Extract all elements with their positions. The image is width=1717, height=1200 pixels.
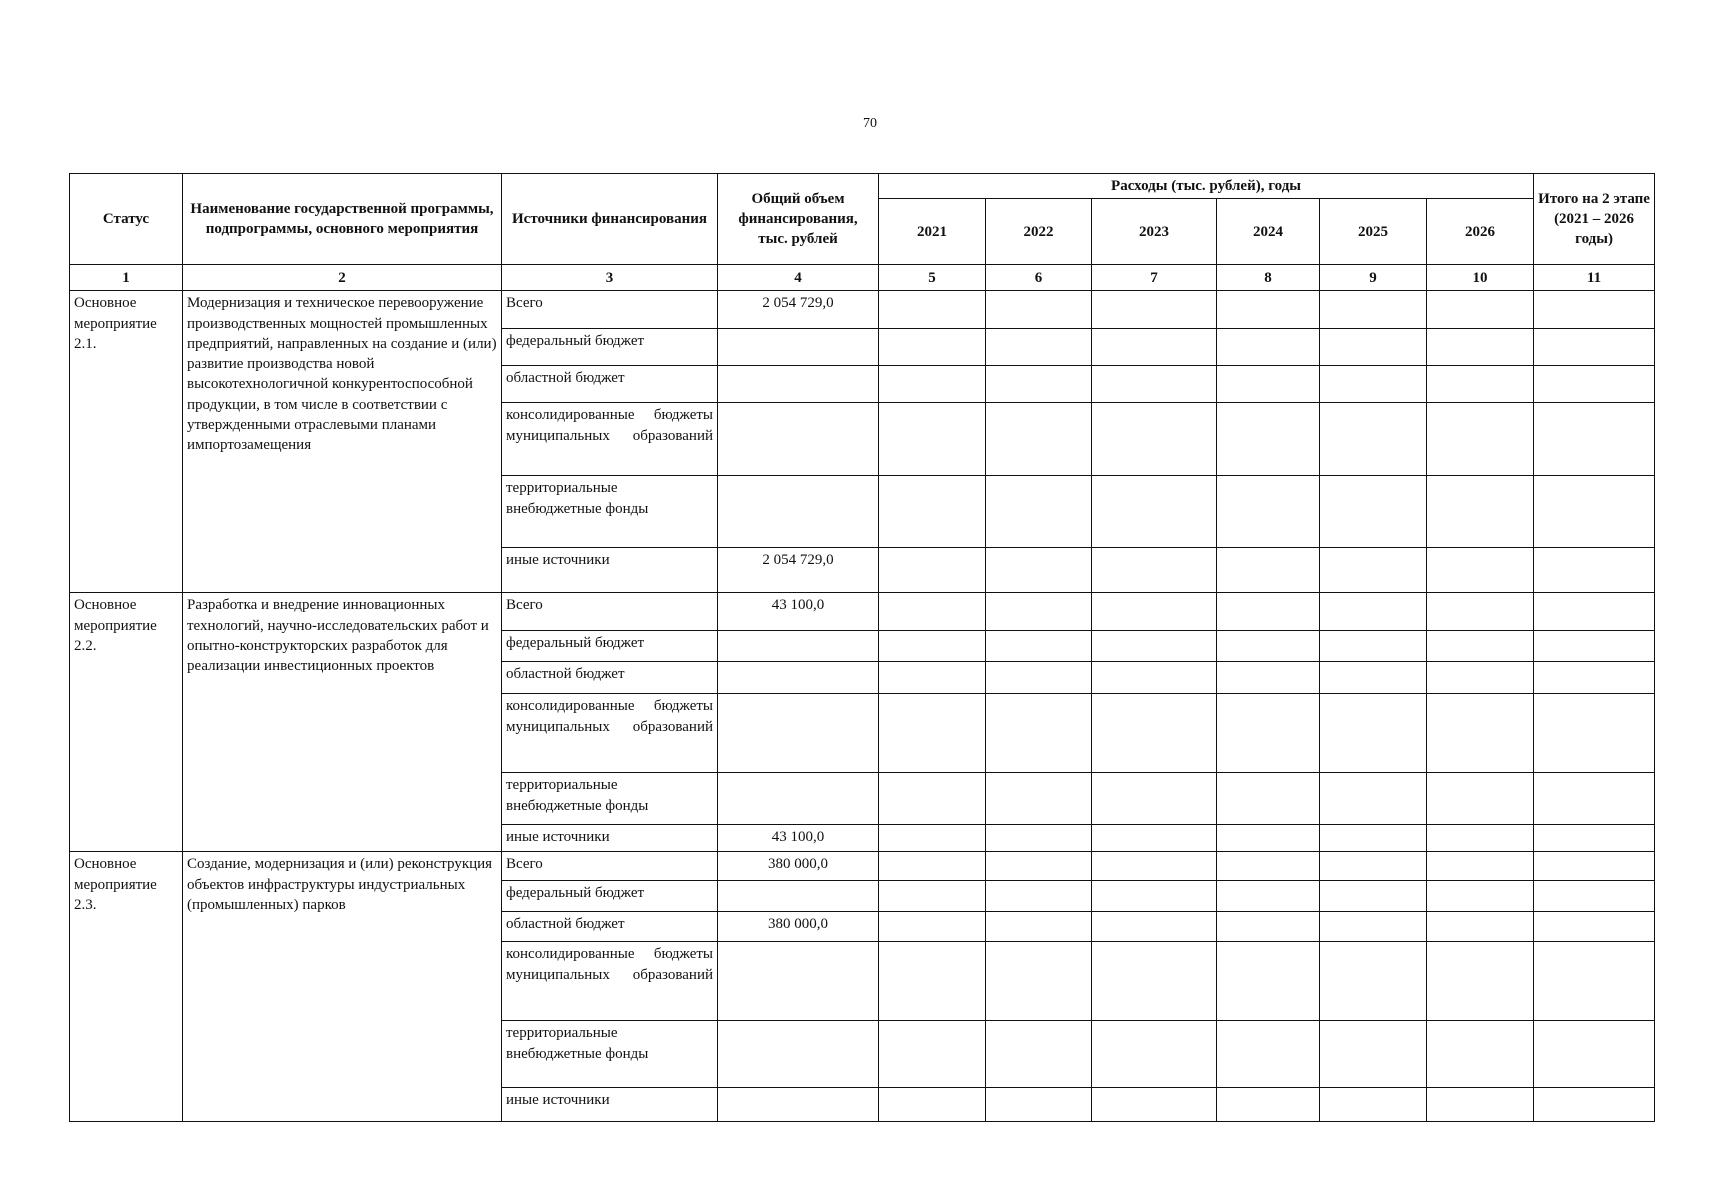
header-year: 2026 bbox=[1427, 199, 1534, 265]
header-status: Статус bbox=[70, 174, 183, 265]
total-volume: 380 000,0 bbox=[718, 852, 879, 881]
header-name: Наименование государственной программы, подпрограммы, основного мероприятия bbox=[183, 174, 502, 265]
year-expense-cell bbox=[1320, 366, 1427, 403]
year-expense-cell bbox=[986, 852, 1092, 881]
year-expense-cell bbox=[1217, 1088, 1320, 1122]
header-expenses: Расходы (тыс. рублей), годы bbox=[879, 174, 1534, 199]
funding-source: федеральный бюджет bbox=[502, 881, 718, 912]
year-expense-cell bbox=[879, 548, 986, 593]
year-expense-cell bbox=[879, 476, 986, 548]
year-expense-cell bbox=[1217, 329, 1320, 366]
year-expense-cell bbox=[1320, 825, 1427, 852]
year-expense-cell bbox=[1320, 476, 1427, 548]
year-expense-cell bbox=[1092, 662, 1217, 694]
total-volume bbox=[718, 694, 879, 773]
year-expense-cell bbox=[1092, 329, 1217, 366]
year-expense-cell bbox=[1320, 291, 1427, 329]
year-expense-cell bbox=[1427, 825, 1534, 852]
stage-total-cell bbox=[1534, 942, 1655, 1021]
column-number: 7 bbox=[1092, 265, 1217, 291]
page-number: 70 bbox=[863, 116, 877, 131]
year-expense-cell bbox=[1092, 694, 1217, 773]
total-volume: 43 100,0 bbox=[718, 593, 879, 631]
year-expense-cell bbox=[986, 476, 1092, 548]
total-volume: 2 054 729,0 bbox=[718, 291, 879, 329]
year-expense-cell bbox=[879, 852, 986, 881]
total-volume bbox=[718, 773, 879, 825]
total-volume: 380 000,0 bbox=[718, 912, 879, 942]
measure-status: Основное мероприятие 2.1. bbox=[70, 291, 183, 593]
stage-total-cell bbox=[1534, 366, 1655, 403]
year-expense-cell bbox=[986, 366, 1092, 403]
header-year: 2023 bbox=[1092, 199, 1217, 265]
year-expense-cell bbox=[986, 825, 1092, 852]
year-expense-cell bbox=[986, 329, 1092, 366]
column-number: 2 bbox=[183, 265, 502, 291]
stage-total-cell bbox=[1534, 912, 1655, 942]
funding-source: иные источники bbox=[502, 1088, 718, 1122]
year-expense-cell bbox=[1427, 912, 1534, 942]
header-stage-total: Итого на 2 этапе (2021 – 2026 годы) bbox=[1534, 174, 1655, 265]
total-volume bbox=[718, 631, 879, 662]
measure-status: Основное мероприятие 2.2. bbox=[70, 593, 183, 852]
year-expense-cell bbox=[1320, 881, 1427, 912]
year-expense-cell bbox=[1217, 912, 1320, 942]
stage-total-cell bbox=[1534, 662, 1655, 694]
column-number: 1 bbox=[70, 265, 183, 291]
header-sources: Источники финансирования bbox=[502, 174, 718, 265]
year-expense-cell bbox=[1217, 825, 1320, 852]
stage-total-cell bbox=[1534, 631, 1655, 662]
header-year: 2022 bbox=[986, 199, 1092, 265]
year-expense-cell bbox=[1320, 329, 1427, 366]
table-body bbox=[70, 265, 1655, 1122]
year-expense-cell bbox=[986, 912, 1092, 942]
year-expense-cell bbox=[1427, 329, 1534, 366]
year-expense-cell bbox=[879, 825, 986, 852]
year-expense-cell bbox=[1427, 476, 1534, 548]
stage-total-cell bbox=[1534, 403, 1655, 476]
total-volume bbox=[718, 662, 879, 694]
year-expense-cell bbox=[1427, 773, 1534, 825]
funding-source: территориальные внебюджетные фонды bbox=[502, 773, 718, 825]
stage-total-cell bbox=[1534, 694, 1655, 773]
funding-source: иные источники bbox=[502, 548, 718, 593]
year-expense-cell bbox=[1092, 593, 1217, 631]
year-expense-cell bbox=[1217, 476, 1320, 548]
year-expense-cell bbox=[986, 291, 1092, 329]
year-expense-cell bbox=[1427, 403, 1534, 476]
year-expense-cell bbox=[1217, 881, 1320, 912]
stage-total-cell bbox=[1534, 1021, 1655, 1088]
year-expense-cell bbox=[1217, 1021, 1320, 1088]
year-expense-cell bbox=[879, 1088, 986, 1122]
year-expense-cell bbox=[1217, 366, 1320, 403]
funding-source: Всего bbox=[502, 852, 718, 881]
year-expense-cell bbox=[986, 773, 1092, 825]
year-expense-cell bbox=[986, 403, 1092, 476]
year-expense-cell bbox=[1092, 912, 1217, 942]
year-expense-cell bbox=[1320, 912, 1427, 942]
stage-total-cell bbox=[1534, 825, 1655, 852]
table-row bbox=[70, 852, 1655, 881]
column-number: 10 bbox=[1427, 265, 1534, 291]
year-expense-cell bbox=[1092, 852, 1217, 881]
stage-total-cell bbox=[1534, 881, 1655, 912]
year-expense-cell bbox=[1427, 593, 1534, 631]
measure-status: Основное мероприятие 2.3. bbox=[70, 852, 183, 1122]
year-expense-cell bbox=[1427, 662, 1534, 694]
total-volume bbox=[718, 476, 879, 548]
year-expense-cell bbox=[1092, 1021, 1217, 1088]
measure-name: Создание, модернизация и (или) реконструкция объектов инфраструктуры индустриальных (промышленных) парков bbox=[183, 852, 502, 1122]
year-expense-cell bbox=[1320, 1021, 1427, 1088]
column-number: 11 bbox=[1534, 265, 1655, 291]
year-expense-cell bbox=[1217, 548, 1320, 593]
year-expense-cell bbox=[1320, 631, 1427, 662]
year-expense-cell bbox=[1092, 403, 1217, 476]
year-expense-cell bbox=[1427, 1021, 1534, 1088]
year-expense-cell bbox=[879, 694, 986, 773]
year-expense-cell bbox=[1427, 1088, 1534, 1122]
stage-total-cell bbox=[1534, 773, 1655, 825]
year-expense-cell bbox=[1092, 631, 1217, 662]
column-number: 4 bbox=[718, 265, 879, 291]
total-volume bbox=[718, 366, 879, 403]
stage-total-cell bbox=[1534, 291, 1655, 329]
year-expense-cell bbox=[1427, 942, 1534, 1021]
year-expense-cell bbox=[1320, 662, 1427, 694]
column-number: 5 bbox=[879, 265, 986, 291]
measure-name: Разработка и внедрение инновационных технологий, научно-исследовательских работ и опытно-конструкторских разработок для реализации инвестиционных проектов bbox=[183, 593, 502, 852]
year-expense-cell bbox=[1320, 942, 1427, 1021]
column-number: 3 bbox=[502, 265, 718, 291]
header-total-volume: Общий объем финансирования, тыс. рублей bbox=[718, 174, 879, 265]
year-expense-cell bbox=[1320, 548, 1427, 593]
year-expense-cell bbox=[879, 881, 986, 912]
total-volume bbox=[718, 1088, 879, 1122]
total-volume bbox=[718, 942, 879, 1021]
funding-source: федеральный бюджет bbox=[502, 329, 718, 366]
stage-total-cell bbox=[1534, 593, 1655, 631]
year-expense-cell bbox=[1320, 852, 1427, 881]
stage-total-cell bbox=[1534, 852, 1655, 881]
year-expense-cell bbox=[986, 1021, 1092, 1088]
year-expense-cell bbox=[879, 662, 986, 694]
header-year: 2024 bbox=[1217, 199, 1320, 265]
year-expense-cell bbox=[1427, 694, 1534, 773]
year-expense-cell bbox=[879, 329, 986, 366]
table-row bbox=[70, 291, 1655, 329]
year-expense-cell bbox=[1320, 1088, 1427, 1122]
year-expense-cell bbox=[1217, 291, 1320, 329]
year-expense-cell bbox=[879, 593, 986, 631]
year-expense-cell bbox=[1217, 852, 1320, 881]
funding-source: территориальные внебюджетные фонды bbox=[502, 1021, 718, 1088]
year-expense-cell bbox=[1217, 403, 1320, 476]
year-expense-cell bbox=[1092, 366, 1217, 403]
year-expense-cell bbox=[1320, 773, 1427, 825]
year-expense-cell bbox=[1092, 291, 1217, 329]
year-expense-cell bbox=[986, 694, 1092, 773]
header-year: 2025 bbox=[1320, 199, 1427, 265]
year-expense-cell bbox=[1092, 1088, 1217, 1122]
year-expense-cell bbox=[879, 631, 986, 662]
year-expense-cell bbox=[1427, 291, 1534, 329]
column-number: 9 bbox=[1320, 265, 1427, 291]
funding-source: областной бюджет bbox=[502, 366, 718, 403]
year-expense-cell bbox=[986, 662, 1092, 694]
year-expense-cell bbox=[879, 403, 986, 476]
total-volume bbox=[718, 1021, 879, 1088]
year-expense-cell bbox=[879, 1021, 986, 1088]
stage-total-cell bbox=[1534, 329, 1655, 366]
year-expense-cell bbox=[1092, 825, 1217, 852]
total-volume bbox=[718, 881, 879, 912]
year-expense-cell bbox=[986, 942, 1092, 1021]
funding-source: территориальные внебюджетные фонды bbox=[502, 476, 718, 548]
year-expense-cell bbox=[1217, 593, 1320, 631]
year-expense-cell bbox=[1320, 403, 1427, 476]
header-year: 2021 bbox=[879, 199, 986, 265]
funding-source: консолидированные бюджеты муниципальных образований bbox=[502, 694, 718, 773]
year-expense-cell bbox=[986, 548, 1092, 593]
year-expense-cell bbox=[1217, 662, 1320, 694]
year-expense-cell bbox=[1427, 366, 1534, 403]
total-volume bbox=[718, 329, 879, 366]
stage-total-cell bbox=[1534, 476, 1655, 548]
year-expense-cell bbox=[1217, 942, 1320, 1021]
year-expense-cell bbox=[1427, 881, 1534, 912]
year-expense-cell bbox=[1092, 881, 1217, 912]
year-expense-cell bbox=[1320, 694, 1427, 773]
measure-name: Модернизация и техническое перевооружение производственных мощностей промышленных предприятий, направленных на создание и (или) развитие производства новой высокотехнологичной конкурентоспособной продукции, в том числе в соответствии с утвержденными отраслевыми планами импортозамещения bbox=[183, 291, 502, 593]
year-expense-cell bbox=[1427, 631, 1534, 662]
year-expense-cell bbox=[1092, 942, 1217, 1021]
year-expense-cell bbox=[1217, 631, 1320, 662]
year-expense-cell bbox=[986, 631, 1092, 662]
year-expense-cell bbox=[1092, 476, 1217, 548]
stage-total-cell bbox=[1534, 1088, 1655, 1122]
funding-source: федеральный бюджет bbox=[502, 631, 718, 662]
funding-source: иные источники bbox=[502, 825, 718, 852]
column-number: 6 bbox=[986, 265, 1092, 291]
year-expense-cell bbox=[1092, 773, 1217, 825]
funding-source: консолидированные бюджеты муниципальных образований bbox=[502, 403, 718, 476]
financing-table bbox=[69, 173, 1655, 1122]
year-expense-cell bbox=[986, 881, 1092, 912]
year-expense-cell bbox=[1427, 548, 1534, 593]
funding-source: Всего bbox=[502, 593, 718, 631]
year-expense-cell bbox=[1427, 852, 1534, 881]
table-row bbox=[70, 593, 1655, 631]
year-expense-cell bbox=[879, 366, 986, 403]
year-expense-cell bbox=[1217, 694, 1320, 773]
column-number: 8 bbox=[1217, 265, 1320, 291]
total-volume bbox=[718, 403, 879, 476]
year-expense-cell bbox=[879, 912, 986, 942]
funding-source: консолидированные бюджеты муниципальных образований bbox=[502, 942, 718, 1021]
total-volume: 2 054 729,0 bbox=[718, 548, 879, 593]
year-expense-cell bbox=[1217, 773, 1320, 825]
total-volume: 43 100,0 bbox=[718, 825, 879, 852]
stage-total-cell bbox=[1534, 548, 1655, 593]
year-expense-cell bbox=[1320, 593, 1427, 631]
funding-source: областной бюджет bbox=[502, 912, 718, 942]
funding-source: областной бюджет bbox=[502, 662, 718, 694]
year-expense-cell bbox=[879, 291, 986, 329]
year-expense-cell bbox=[879, 942, 986, 1021]
column-numbers-row bbox=[70, 265, 1655, 291]
year-expense-cell bbox=[1092, 548, 1217, 593]
funding-source: Всего bbox=[502, 291, 718, 329]
year-expense-cell bbox=[986, 1088, 1092, 1122]
year-expense-cell bbox=[986, 593, 1092, 631]
year-expense-cell bbox=[879, 773, 986, 825]
